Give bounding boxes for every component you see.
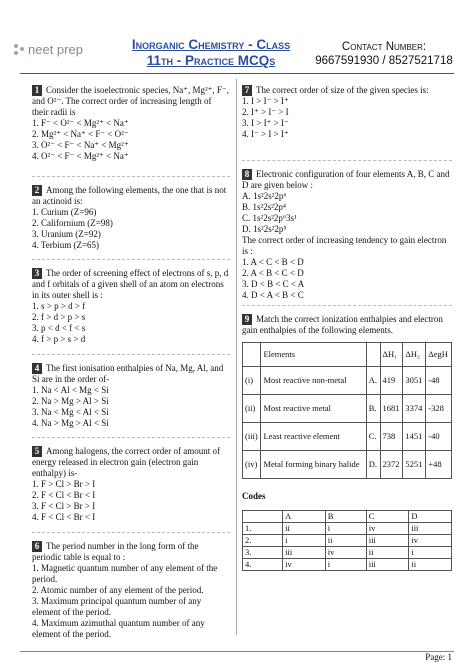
option: 2. I⁺ > I⁻ > I xyxy=(242,107,289,117)
option: 4. O²⁻ < F⁻ < Mg²⁺ < Na⁺ xyxy=(32,151,129,161)
table-row: 4. iv i iii ii xyxy=(243,559,452,571)
table-header: ΔegH xyxy=(426,343,452,367)
codes-table xyxy=(242,510,452,571)
table-row: 3. iii iv ii i xyxy=(243,547,452,559)
question-4 xyxy=(32,363,230,429)
question-number: 5 xyxy=(32,446,42,457)
option: 4. I⁻ > I > I⁺ xyxy=(242,129,289,139)
option: 3. p < d < f < s xyxy=(32,323,86,333)
question-text: Among the following elements, the one that is not an actinoid is: xyxy=(32,185,227,206)
question-7 xyxy=(242,85,452,140)
question-number: 9 xyxy=(242,314,252,325)
option: 3. O²⁻ < F⁻ < Na⁺ < Mg²⁺ xyxy=(32,140,129,150)
table-header xyxy=(366,343,380,367)
option: 3. I > I⁺ > I⁻ xyxy=(242,118,289,128)
contact-label: Contact Number: xyxy=(341,41,427,53)
logo-mark-icon xyxy=(12,42,26,56)
option: 1. I > I⁻ > I⁺ xyxy=(242,96,289,106)
option: 2. Mg²⁺ < Na⁺ < F⁻ < O²⁻ xyxy=(32,129,129,139)
option: 3. Uranium (Z=92) xyxy=(32,229,101,239)
question-5 xyxy=(32,446,230,523)
column-divider xyxy=(236,79,237,635)
question-text: Among halogens, the correct order of amount of energy released in electron gain (electron gain enthalpy) is- xyxy=(32,446,220,478)
header-divider xyxy=(20,73,454,74)
config-line: B. 1s²2s²2p⁴ xyxy=(242,202,287,212)
codes-label: Codes xyxy=(242,491,266,501)
table-header: ΔH₂ xyxy=(403,343,426,367)
question-1 xyxy=(32,85,230,162)
question-separator xyxy=(32,176,230,177)
question-text: The first ionisation enthalpies of Na, Mg, Al, and Si are in the order of- xyxy=(32,363,224,384)
question-number: 4 xyxy=(32,363,42,374)
option: 2. Na > Mg > Al > Si xyxy=(32,396,109,406)
option: 1. A < C < B < D xyxy=(242,257,304,267)
page-number: Page: 1 xyxy=(425,652,452,662)
enthalpy-table xyxy=(242,342,452,479)
option: 3. D < B < C < A xyxy=(242,279,305,289)
option: 3. Maximum principal quantum number of any element of the period. xyxy=(32,596,202,617)
table-header: ΔH₁ xyxy=(380,343,403,367)
option: 4. Terbium (Z=65) xyxy=(32,240,100,250)
table-row: A B C D xyxy=(243,511,452,523)
question-8 xyxy=(242,169,452,301)
question-number: 2 xyxy=(32,185,42,196)
question-number: 3 xyxy=(32,268,42,279)
question-6 xyxy=(32,541,230,640)
option: 2. Atomic number of any element of the period. xyxy=(32,585,204,595)
contact-numbers: 9667591930 / 8527521718 xyxy=(315,55,453,67)
option: 1. F⁻ < O²⁻ < Mg²⁺ < Na⁺ xyxy=(32,118,129,128)
brand-logo xyxy=(12,38,92,60)
config-line: A. 1s²2s²2p⁶ xyxy=(242,191,287,201)
option: 4. D < A < B < C xyxy=(242,290,304,300)
option: 2. F < Cl < Br < I xyxy=(32,490,96,500)
question-separator xyxy=(32,259,230,260)
question-text-2: The correct order of increasing tendency to gain electron is : xyxy=(242,235,447,256)
question-number: 1 xyxy=(32,85,42,96)
option: 1. Na < Al < Mg < Si xyxy=(32,385,109,395)
option: 4. Na > Mg > Al < Si xyxy=(32,418,109,428)
table-row: (iii) Least reactive element C. 738 1451 -40 xyxy=(243,423,452,451)
table-row: 1. ii i iv iii xyxy=(243,523,452,535)
option: 1. s > p > d > f xyxy=(32,301,86,311)
table-row: (i) Most reactive non-metal A. 419 3051 -48 xyxy=(243,367,452,395)
question-separator xyxy=(242,305,452,306)
option: 1. Curium (Z=96) xyxy=(32,207,97,217)
option: 3. Na < Mg < Al < Si xyxy=(32,407,109,417)
option: 1. Magnetic quantum number of any element of the period. xyxy=(32,563,218,584)
config-line: C. 1s²2s²2p⁶3s¹ xyxy=(242,213,297,223)
table-row: (ii) Most reactive metal B. 1681 3374 -328 xyxy=(243,395,452,423)
logo-text: neet prep xyxy=(28,41,83,57)
question-separator xyxy=(32,532,230,533)
question-3 xyxy=(32,268,230,345)
option: 4. F < Cl < Br < I xyxy=(32,512,96,522)
question-separator xyxy=(32,437,230,438)
option: 2. A < B < C < D xyxy=(242,268,304,278)
question-9 xyxy=(242,314,452,571)
option: 2. f > d > p > s xyxy=(32,312,86,322)
option: 3. F < Cl > Br > I xyxy=(32,501,96,511)
table-header: Elements xyxy=(261,343,366,367)
question-text: Electronic configuration of four elements A, B, C and D are given below : xyxy=(242,169,450,190)
question-number: 6 xyxy=(32,541,42,552)
option: 2. Californium (Z=98) xyxy=(32,218,113,228)
question-number: 7 xyxy=(242,85,252,96)
footer-divider xyxy=(20,651,454,652)
table-header xyxy=(243,343,261,367)
page-title: Inorganic Chemistry - Class 11th - Practice MCQs xyxy=(131,37,291,68)
question-text: Consider the isoelectronic species, Na⁺, Mg²⁺, F⁻, and O²⁻. The correct order of increasing length of their radii is xyxy=(32,85,229,117)
question-text: Match the correct ionization enthalpies and electron gain enthalpies of the following elements. xyxy=(242,314,443,335)
question-2 xyxy=(32,185,230,251)
question-separator xyxy=(242,160,452,161)
option: 4. Maximum azimuthal quantum number of any element of the period. xyxy=(32,618,205,639)
question-number: 8 xyxy=(242,169,252,180)
table-row: (iv) Metal forming binary halide D. 2372 5251 +48 xyxy=(243,451,452,479)
config-line: D. 1s²2s²2p⁵ xyxy=(242,224,287,234)
question-text: The order of screening effect of electrons of s, p, d and f orbitals of a given shell of an atom on electrons in its outer shell is : xyxy=(32,268,229,300)
question-text: The correct order of size of the given species is: xyxy=(256,85,429,95)
table-row: 2. i ii iii iv xyxy=(243,535,452,547)
option: 4. f > p > s > d xyxy=(32,334,86,344)
question-separator xyxy=(32,354,230,355)
contact-info xyxy=(304,40,464,68)
option: 1. F > Cl > Br > I xyxy=(32,479,96,489)
question-text: The period number in the long form of the periodic table is equal to : xyxy=(32,541,199,562)
